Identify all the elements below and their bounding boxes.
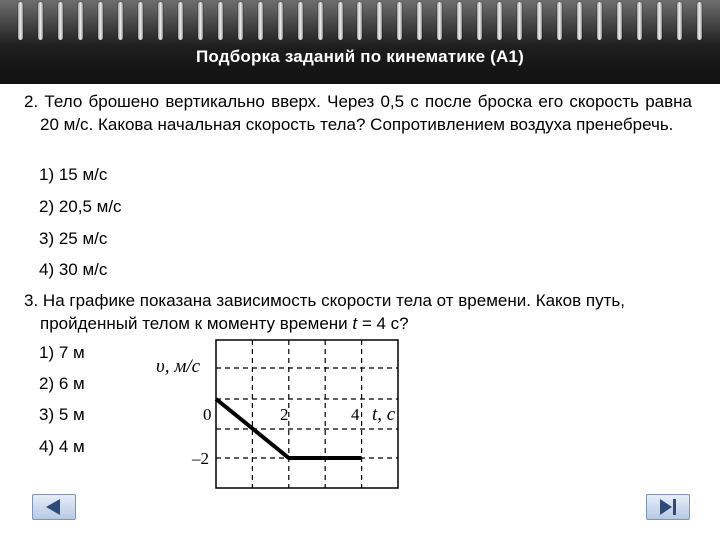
binder-ring: [457, 2, 462, 40]
binder-ring: [637, 2, 642, 40]
prev-slide-button[interactable]: [32, 494, 76, 520]
task-3-answer[interactable]: 1) 7 м: [39, 343, 85, 362]
binder-ring: [417, 2, 422, 40]
binder-ring: [38, 2, 43, 40]
binder-ring: [397, 2, 402, 40]
binder-ring: [258, 2, 263, 40]
binder-ring: [298, 2, 303, 40]
binder-ring: [178, 2, 183, 40]
page-title: Подборка заданий по кинематике (А1): [195, 47, 525, 66]
binder-ring: [497, 2, 502, 40]
y-axis-label: υ, м/с: [156, 356, 201, 377]
triangle-left-icon: [33, 495, 75, 519]
task-2-answer[interactable]: 3) 25 м/с: [39, 229, 108, 248]
task-2-question: Тело брошено вертикально вверх. Через 0,5 с после броска его скорость равна 20 м/с. Какова начальная скорость тела? Сопротивлением воздуха пренебречь.: [40, 92, 693, 134]
task-3-question-end: = 4 с?: [357, 314, 409, 333]
binder-ring: [338, 2, 343, 40]
binder-ring: [218, 2, 223, 40]
task-2-text: [24, 90, 692, 136]
binder-ring: [238, 2, 243, 40]
last-slide-button[interactable]: [646, 494, 690, 520]
binder-ring: [577, 2, 582, 40]
task-3-number: 3.: [24, 291, 39, 310]
task-3-answer[interactable]: 4) 4 м: [39, 437, 85, 456]
task-2-answer[interactable]: 2) 20,5 м/с: [39, 197, 122, 216]
binder-ring: [18, 2, 23, 40]
binder-ring: [377, 2, 382, 40]
task-3-answer[interactable]: 3) 5 м: [39, 405, 85, 424]
task-3-answer[interactable]: 2) 6 м: [39, 374, 85, 393]
x-axis-label: t, с: [372, 404, 396, 425]
binder-ring: [357, 2, 362, 40]
binder-ring: [697, 2, 702, 40]
binder-ring: [657, 2, 662, 40]
task-3-t-symbol: t: [352, 314, 358, 333]
slide-header: [0, 0, 720, 84]
x-tick-label-2: 2: [280, 405, 289, 424]
velocity-time-graph: [150, 338, 410, 497]
graph-frame: [216, 340, 398, 488]
binder-ring: [617, 2, 622, 40]
binder-ring: [98, 2, 103, 40]
binder-ring: [78, 2, 83, 40]
task-2-answer[interactable]: 1) 15 м/с: [39, 165, 108, 184]
binder-ring: [278, 2, 283, 40]
binder-ring: [597, 2, 602, 40]
binder-ring: [517, 2, 522, 40]
origin-label: 0: [203, 405, 212, 424]
binder-ring: [477, 2, 482, 40]
binder-ring: [677, 2, 682, 40]
task-3-text: [24, 289, 692, 335]
skip-end-icon: [647, 495, 689, 519]
task-3-question-start: На графике показана зависимость скорости тела от времени. Каков путь, пройденный телом к моменту времени: [40, 291, 625, 333]
binder-ring: [198, 2, 203, 40]
binder-ring: [138, 2, 143, 40]
graph-grid: [216, 340, 398, 488]
binder-ring: [58, 2, 63, 40]
task-2-answer[interactable]: 4) 30 м/с: [39, 260, 108, 279]
binder-rings: [18, 2, 702, 42]
task-2-number: 2.: [24, 92, 39, 111]
graph-svg: [150, 338, 410, 492]
binder-ring: [158, 2, 163, 40]
binder-ring: [118, 2, 123, 40]
binder-ring: [537, 2, 542, 40]
x-tick-label-4: 4: [351, 405, 360, 424]
y-tick-label-neg2: –2: [192, 449, 209, 468]
binder-ring: [557, 2, 562, 40]
binder-ring: [437, 2, 442, 40]
binder-ring: [318, 2, 323, 40]
